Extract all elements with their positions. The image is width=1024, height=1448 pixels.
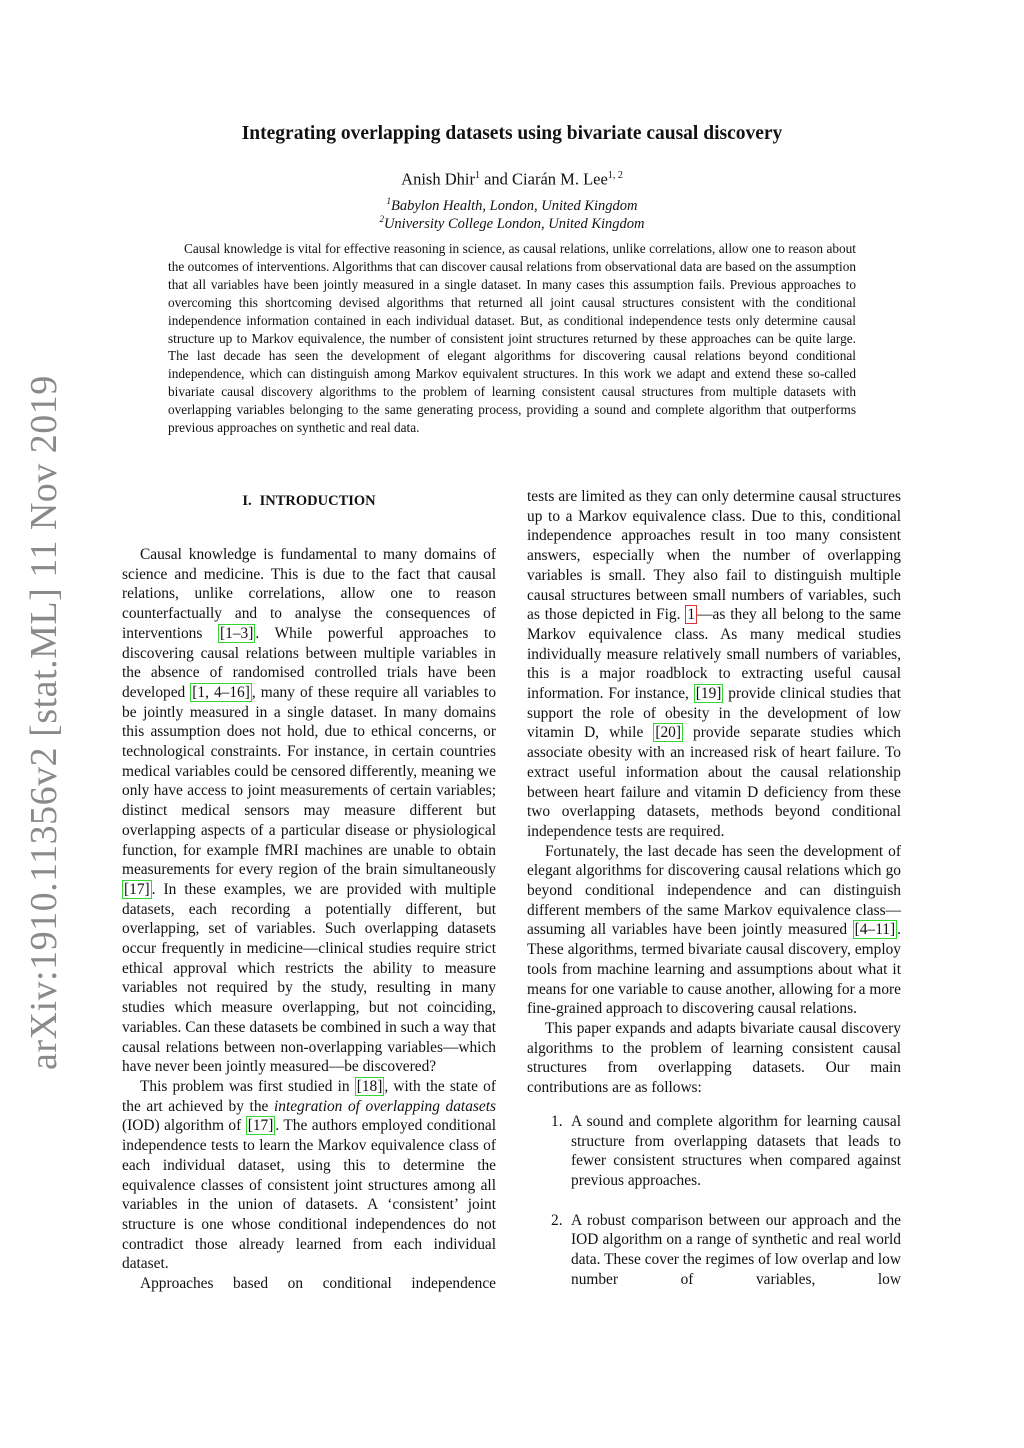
affiliation-text: University College London, United Kingdom [383, 215, 645, 232]
section-number: I. [242, 493, 252, 509]
section-heading [122, 487, 496, 545]
affiliation-marker: 1, 2 [607, 170, 623, 181]
right-column [527, 487, 901, 1309]
citation-link[interactable]: [19] [695, 685, 722, 703]
left-column [122, 487, 496, 1294]
affiliation-number: 1 [386, 196, 391, 206]
contribution-list [527, 1112, 901, 1290]
citation-link[interactable]: [1, 4–16] [192, 683, 250, 701]
paragraph: This problem was first studied in [18] , with the state of the art achieved by the integration of overlapping datasets (IOD) algorithm of [17] . The authors employed conditional independence tests to learn the Markov equivalence class of each individual dataset, using this to determine the equivalence classes of consistent joint structures among all variables in the union of datasets. A ‘consistent’ joint structure is one whose conditional independences do not contradict those already learned from each individual dataset. [122, 1077, 496, 1273]
arxiv-identifier-stamp: arXiv:1910.11356v2 [stat.ML] 11 Nov 2019 [23, 375, 65, 1070]
list-item: 2. A robust comparison between our approach and the IOD algorithm on a range of synthetic and real world data. These cover the regimes of low overlap and low number of variables, low [551, 1211, 901, 1288]
citation-link[interactable]: [4–11] [854, 921, 896, 939]
author-name: Anish Dhir [401, 169, 475, 189]
author-conjunction: and [479, 169, 513, 189]
citation-link[interactable]: [20] [655, 724, 681, 742]
affiliation-marker: 1 [474, 170, 480, 181]
citation-link[interactable]: [17] [247, 1117, 274, 1135]
citation-link[interactable]: [17] [124, 880, 150, 898]
paragraph: tests are limited as they can only determine causal structures up to a Markov equivalence class. Due to this, conditional independence approaches result in too many consistent answers, especially when the number of overlapping variables is small. They also fail to distinguish multiple causal structures between small numbers of variables, such as those depicted in Fig. 1 —as they all belong to the same Markov equivalence class. As many medical studies individually measure relatively small numbers of variables, this is a major roadblock to extracting useful causal information. For instance, [19] provide clinical studies that support the role of obesity in the development of low vitamin D, while [20] provide separate studies which associate obesity with an increased risk of heart failure. To extract useful information about the causal relationship between heart failure and vitamin D deficiency from these two overlapping datasets, methods beyond conditional independence tests are required. [527, 488, 901, 840]
author-name: Ciarán M. Lee [512, 169, 608, 189]
abstract: Causal knowledge is vital for effective reasoning in science, as causal relations, unlike correlations, allow one to reason about the outcomes of interventions. Algorithms that can discover causal relations from observational data are based on the assumption that all variables have been jointly measured in a single dataset. In many cases this assumption fails. Previous approaches to overcoming this shortcoming devised algorithms that returned all joint causal structures consistent with the conditional independence information contained in each individual dataset. But, as conditional independence tests only determine causal structure up to Markov equivalence, the number of consistent joint structures returned by these approaches can be quite large. The last decade has seen the development of elegant algorithms for discovering causal relations beyond conditional independence, which can distinguish among Markov equivalent structures. In this work we adapt and extend these so-called bivariate causal discovery algorithms to the problem of learning consistent causal structures from multiple datasets with overlapping variables belonging to the same generating process, providing a sound and complete algorithm that outperforms previous approaches on synthetic and real data. [168, 241, 856, 436]
paragraph: This paper expands and adapts bivariate causal discovery algorithms to the problem of learning consistent causal structures from overlapping datasets. Our main contributions are as follows: [527, 1019, 901, 1097]
citation-link[interactable]: [1–3] [220, 624, 254, 642]
paragraph: Approaches based on conditional independence [140, 1275, 496, 1293]
paper-title: Integrating overlapping datasets using bivariate causal discovery [241, 123, 783, 144]
paragraph: Causal knowledge is fundamental to many domains of science and medicine. This is due to the fact that causal relations, unlike correlations, allow one to reason counterfactually and to analyse the consequences of interventions [1–3] . While powerful approaches to discovering causal relations between multiple variables in the absence of randomised controlled trials have been developed [1, 4–16] , many of these require all variables to be jointly measured in a single dataset. In many domains this assumption does not hold, due to ethical concerns, or technological constraints. For instance, in certain countries medical variables could be censored differently, meaning we only have access to joint measurements of certain variables; distinct medical sensors may measure different but overlapping aspects of a particular disease or physiological function, for example fMRI machines are unable to obtain measurements for every region of the brain simultaneously [17] . In these examples, we are provided with multiple datasets, each recording a potentially different, but overlapping, set of variables. Such overlapping datasets occur frequently in medicine—clinical studies require strict ethical approval which restricts the ability to measure variables not required by the study, resulting in many studies which measure overlapping, but not coinciding, variables. Can these datasets be combined in such a way that causal relations between non-overlapping variables—which have never been jointly measured—be discovered? [122, 546, 497, 1076]
paragraph: Fortunately, the last decade has seen the development of elegant algorithms for discovering causal relations which go beyond conditional independence and can distinguish different members of the same Markov equivalence class—assuming all variables have been jointly measured [4–11] . These algorithms, termed bivariate causal discovery, employ tools from machine learning and assumptions about what it means for one variable to cause another, allowing for a more fine-grained approach to discovering causal relations. [527, 842, 901, 1018]
list-item: 1. A sound and complete algorithm for learning causal structure from overlapping datasets that leads to fewer consistent structures when compared against previous approaches. [551, 1112, 901, 1189]
affiliation [120, 210, 904, 233]
affiliation-text: Babylon Health, London, United Kingdom [391, 197, 638, 214]
affiliation-number: 2 [379, 214, 384, 224]
author-line [120, 166, 904, 190]
citation-link[interactable]: [18] [356, 1077, 383, 1095]
section-title: INTRODUCTION [259, 493, 376, 509]
figure-link[interactable]: 1 [687, 606, 696, 624]
